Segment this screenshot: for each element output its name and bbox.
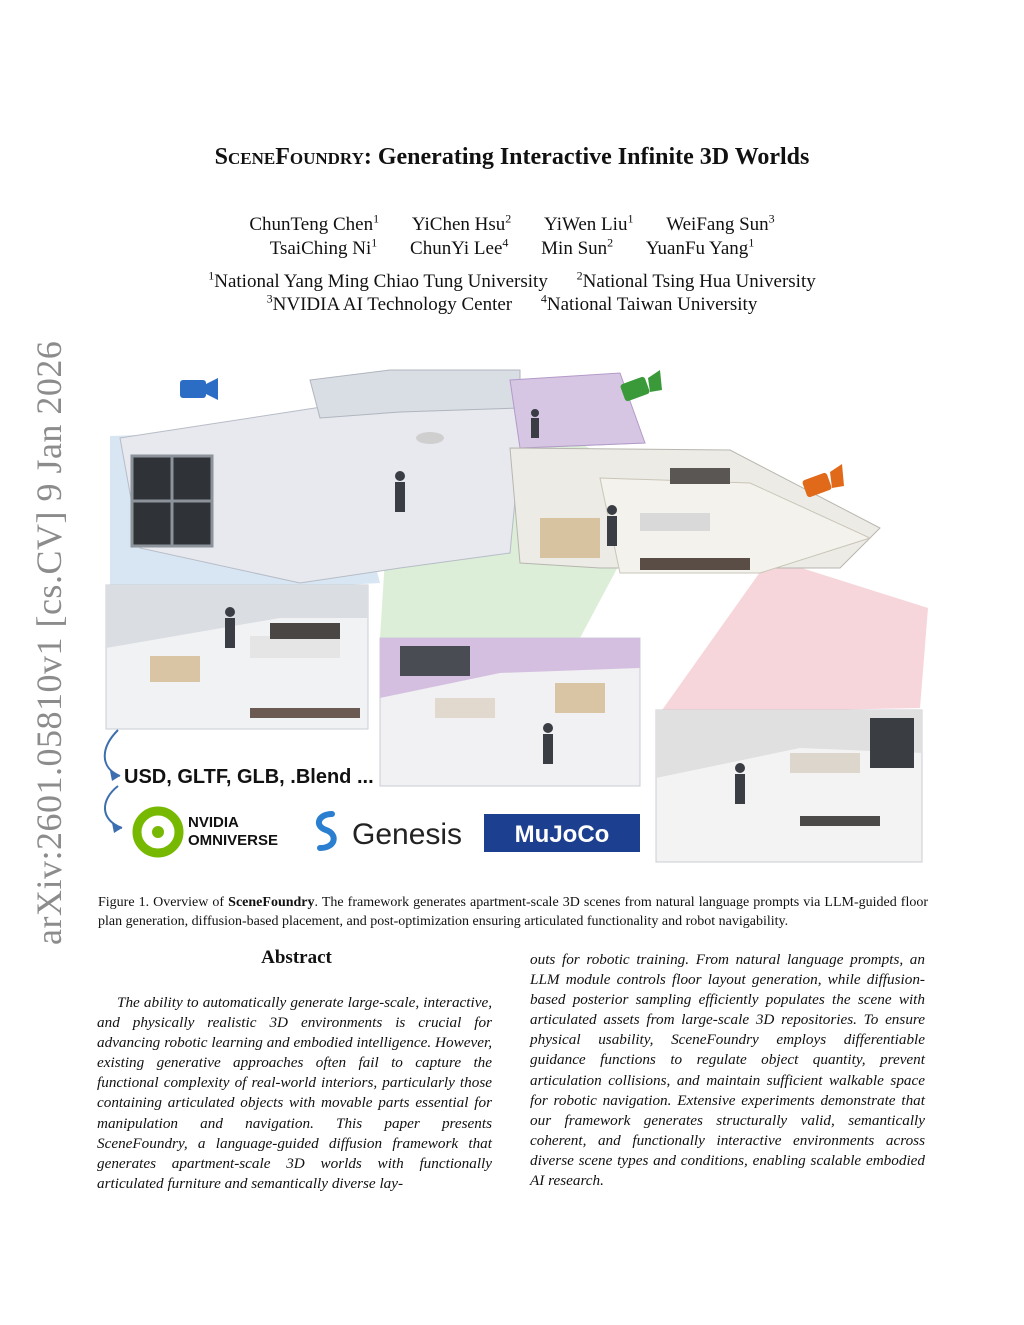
affiliation: $^1$National Yang Ming Chiao Tung University [208,269,548,293]
nvidia-omniverse-logo [137,811,278,853]
author-line-2 [0,236,1024,260]
affiliation: $^2$National Tsing Hua University [576,269,816,293]
render-view-green [380,638,640,786]
red-view-cone [660,558,928,713]
svg-text:Genesis: Genesis [352,818,463,851]
author: ChunYi Lee$^4$ [410,236,509,260]
robot-figure [607,505,617,546]
abstract-text-left: The ability to automatically generate large-scale, interactive, and physically realistic 3D environments is crucial for advancing robotic learning and embodied intelligence. However, existing generative approaches often fail to capture the functional complexity of real-world interiors, particularly those containing articulated objects with movable parts essential for manipulation and navigation. This paper presents SceneFoundry, a language-guided diffusion framework that generates apartment-scale 3D worlds with functionally articulated furniture and semantically diverse lay- [97,994,492,1192]
author: YuanFu Yang$^1$ [645,236,755,260]
render-view-red [656,710,922,862]
svg-text:NVIDIA: NVIDIA [188,814,239,831]
robot-figure [531,409,539,438]
overview-figure [100,368,928,868]
affiliation-line-1 [0,269,1024,293]
author: Min Sun$^2$ [541,236,614,260]
title-rest: : Generating Interactive Infinite 3D Worlds [363,144,810,170]
camera-green-icon [620,370,662,402]
camera-blue-icon [180,378,218,400]
svg-text:MuJoCo: MuJoCo [514,821,610,848]
export-formats-label: USD, GLTF, GLB, .Blend ... [124,766,374,788]
author: YiWen Liu$^1$ [544,212,634,236]
affiliation-line-2 [0,292,1024,316]
render-view-blue [106,585,368,729]
abstract-text-right: outs for robotic training. From natural language prompts, an LLM module controls floor layout generation, while diffusion-based posterior sampling efficiently populates the scene with articulated assets from large-scale 3D repositories. To ensure physical usability, SceneFoundry employs differentiable guidance functions to regulate object quantity, prevent articulation collisions, and maintain sufficient walkable space for robotic navigation. Extensive experiments demonstrate that our framework generates structurally valid, semantically coherent, and functionally interactive environments across diverse scene types and conditions, enabling scalable embodied AI research. [530,951,925,1190]
arxiv-identifier: arXiv:2601.05810v1 [cs.CV] 9 Jan 2026 [29,340,69,945]
title-name: SceneFoundry [214,144,364,170]
genesis-logo [319,814,462,851]
author: WeiFang Sun$^3$ [666,212,775,236]
paper-title [0,144,1024,171]
arrow-icon [105,786,122,828]
affiliation: $^3$NVIDIA AI Technology Center [266,292,513,316]
author: TsaiChing Ni$^1$ [269,236,378,260]
affiliation: $^4$National Taiwan University [540,292,758,316]
author: ChunTeng Chen$^1$ [249,212,380,236]
arrow-icon [105,730,120,776]
robot-figure [395,471,405,512]
svg-text:OMNIVERSE: OMNIVERSE [188,832,279,849]
figure-caption: Figure 1. Overview of SceneFoundry. The framework generates apartment-scale 3D scenes from natural language prompts via LLM-guided floor plan generation, diffusion-based placement, and post-optimization ensuring articulated functionality and robot navigability. [98,895,928,929]
apartment-floorplan [120,370,880,583]
author: YiChen Hsu$^2$ [411,212,512,236]
author-line-1 [0,212,1024,236]
abstract-heading: Abstract [261,947,332,968]
camera-orange-icon [802,464,844,498]
mujoco-logo [484,814,640,852]
